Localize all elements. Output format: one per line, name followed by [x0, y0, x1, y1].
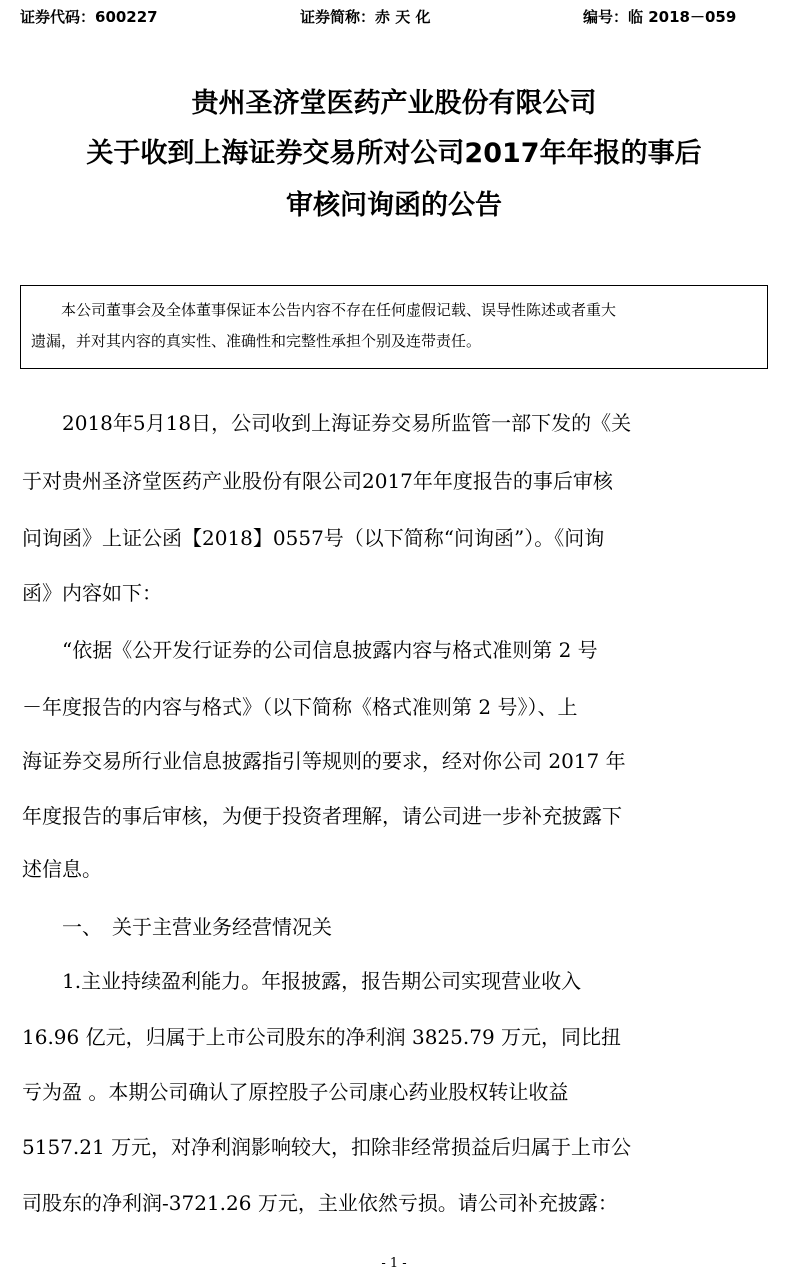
paragraph-line: 司股东的净利润-3721.26 万元，主业依然亏损。请公司补充披露：: [22, 1191, 618, 1215]
paragraph-line: 函》内容如下：: [22, 581, 162, 605]
page-number: - 1 -: [381, 1256, 407, 1271]
paragraph-line: 述信息。: [22, 857, 102, 881]
title-line-3: 审核问询函的公告: [286, 190, 502, 221]
paragraph-line: 于对贵州圣济堂医药产业股份有限公司2017年年度报告的事后审核: [22, 469, 613, 493]
paragraph-line: 1.主业持续盈利能力。年报披露，报告期公司实现营业收入: [22, 969, 582, 993]
paragraph-line: 海证券交易所行业信息披露指引等规则的要求，经对你公司 2017 年: [22, 749, 626, 773]
paragraph-line: 16.96 亿元，归属于上市公司股东的净利润 3825.79 万元，同比扭: [22, 1025, 622, 1049]
paragraph-line: 问询函》上证公函【2018】0557号（以下简称“问询函”）。《问询: [22, 526, 605, 550]
paragraph-line: 2018年5月18日，公司收到上海证券交易所监管一部下发的《关: [22, 411, 632, 435]
paragraph-line: “依据《公开发行证券的公司信息披露内容与格式准则第 2 号: [22, 638, 598, 662]
title-line-2: 关于收到上海证券交易所对公司2017年年报的事后: [86, 138, 702, 169]
board-guarantee-notice: [20, 285, 768, 369]
paragraph-line: －年度报告的内容与格式》（以下简称《格式准则第 2 号》）、上: [22, 695, 578, 719]
section-heading: 一、 关于主营业务经营情况关: [22, 915, 332, 939]
paragraph-line: 亏为盈 。本期公司确认了原控股子公司康心药业股权转让收益: [22, 1080, 569, 1104]
notice-line-2: 遗漏，并对其内容的真实性、准确性和完整性承担个别及连带责任。: [31, 332, 482, 350]
security-short-name: 证券简称：赤 天 化: [300, 8, 431, 26]
title-company: 贵州圣济堂医药产业股份有限公司: [191, 88, 597, 119]
announcement-number: 编号：临 2018－059: [583, 8, 737, 26]
security-code: 证券代码：600227: [20, 8, 158, 26]
paragraph-line: 5157.21 万元，对净利润影响较大，扣除非经常损益后归属于上市公: [22, 1135, 632, 1159]
notice-line-1: 本公司董事会及全体董事保证本公告内容不存在任何虚假记载、误导性陈述或者重大: [61, 301, 617, 319]
paragraph-line: 年度报告的事后审核，为便于投资者理解，请公司进一步补充披露下: [22, 804, 622, 828]
